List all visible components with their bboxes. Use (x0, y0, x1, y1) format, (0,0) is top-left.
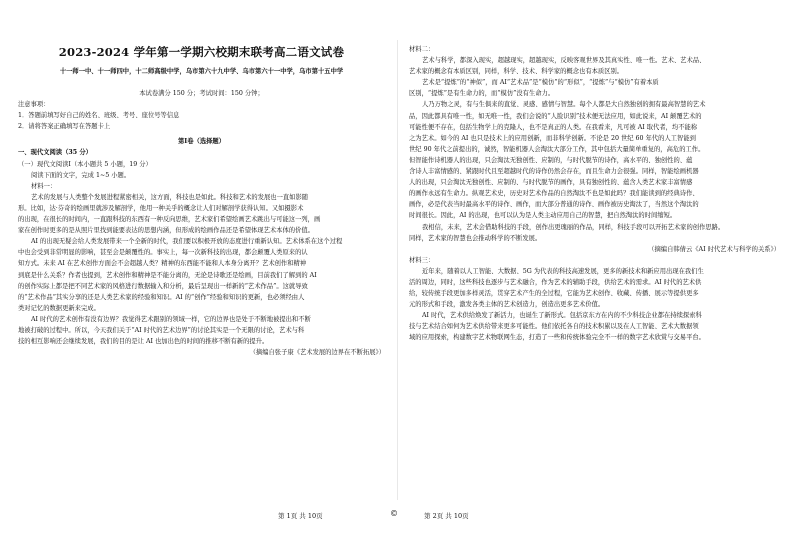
copyright-icon: © (390, 509, 398, 518)
text-line: 地被打破的过程中。所以，今天我们关于“AI 时代的艺术边界”的讨论其实是一个无限的讨论，艺术与科 (18, 326, 305, 334)
exam-title: 2023-2024 学年第一学期六校期末联考高二语文试卷 (58, 45, 345, 59)
text-line: AI 时代的艺术创作有没有边界？我觉得艺术跟别的领域一样，它的边界也是处于不断地被提出和不断 (31, 315, 311, 323)
text-line: 中也会受到非常明显的影响，甚至会是颠覆性的。事实上，每一次新科技的出现，都会颠覆人类原来的认 (18, 249, 308, 257)
material-1-label: 材料一： (31, 182, 57, 190)
text-line: 活的周边，同时，这些科技也逐步与艺术融合，作为艺术的辅助手段，供给艺术的需求。AI 时代的艺术供 (409, 278, 702, 286)
text-line: AI 的出现无疑会给人类发展带来一个全新的时代，我们要以积极开放的态度进行重新认知。艺术体系在这个过程 (31, 238, 343, 246)
source-citation: （摘编自韩倩云《AI 时代艺术与科学的关系》） (648, 245, 780, 253)
text-line: 含诗人丰富情感的、紧跟时代且至超越时代的诗作仍然会存在，而且生命力会很强。同样，智能绘画机器 (409, 168, 699, 176)
text-line: 艺术的发展与人类整个发展进程紧密相关，这方面，科技也是如此。科技和艺术的发展也一直如影随 (31, 193, 309, 201)
page-number-right: 第 2页 共 10页 (424, 512, 469, 520)
volume-heading: 第Ⅰ卷（选择题） (177, 138, 226, 146)
text-line: 之为艺术。如今的 AI 也只是技术上的应用创新，而非科学创新。不论是 20 世纪 60 年代的人工智能到 (409, 134, 696, 142)
text-line: 艺术与科学，都深入现实，超越现实，超越现实，反映客观世界及其真实性、唯一性。艺术、艺术品、 (422, 57, 706, 65)
text-line: 可能性便不存在，包括生物学上的克隆人，也不是真正的人类。在我看来，凡可被 AI 取代者，均不能称 (409, 123, 698, 131)
notice-item-2: 2．请将答案正确填写在答题卡上 (18, 123, 111, 131)
text-line: AI 时代，艺术供给焕发了新活力，也诞生了新形式。包括京东方在内的不少科技企业都在持续探索科 (422, 312, 702, 320)
school-list: 十一师一中、十一师四中，十二师高级中学，乌市第六十九中学、乌市第六十一中学，乌市第十五中学 (59, 68, 344, 75)
text-line: 我相信，未来，艺术会借助科技的手段，创作出更瑰丽的作品，同样，科技手段可以开拓艺术家的创作思路。 (422, 223, 725, 231)
text-line: 的“艺术作品”其实分享的还是人类艺术家的经验和知识。AI 的“创作”经验和知识的更新，也必须经由人 (18, 293, 305, 301)
text-line: 元的形式和手段，激发各类主体的艺术创造力，创造出更多艺术价值。 (409, 301, 605, 309)
text-line: 技与艺术结合如何为艺术供给带来更多可能性。他们依托各自的技术积累以及在人工智能、艺术大数据领 (409, 323, 699, 331)
text-line: 到底是什么关系？作者也提到，艺术创作和精神是不能分离的，无论是诗歌还是绘画，目前我们了解到的 AI (18, 271, 317, 279)
text-line: 家在创作时更多的是从照片里找到能要表达的思想内涵，但形成的绘画作品还是希望体现艺术本体的价值。 (18, 227, 314, 235)
page-2 (397, 0, 794, 543)
text-line: 知方式。未来 AI 在艺术创作方面会不会超越人类？精神的东西能不能和人本身分离开？艺术创作和精神 (18, 260, 307, 268)
text-line: 画作，必是代表当时最高水平的诗作、画作，而大部分普通的诗作、画作被历史淘汰了，当然这个淘汰的 (409, 201, 699, 209)
material-3-label: 材料三： (409, 256, 435, 264)
text-line: 的出现，在很长的时间内，一直跟科技的东西有一种反向思维，艺术家们希望绘画艺术跳出与可能这一列，画 (18, 216, 321, 224)
text-line: 域的应用探索，构建数字艺术物联网生态，打造了一些和传统体验完全不一样的数字艺术欣赏与交易平台。 (409, 334, 705, 342)
text-line: 的画作永远有生命力。纵观艺术史，历史对艺术作品的自然淘汰不也是如此吗？我们能读到的经典诗作、 (409, 190, 699, 198)
text-line: 区别，“提炼”是有生命力的，而“模仿”没有生命力。 (409, 90, 555, 98)
text-line: 但智能作诗机器人的出现，只会淘汰无独创性、应制的，与时代脱节的诗作，高水平的、独创性的、蕴 (409, 156, 693, 164)
text-line: 的创作实际上都是把不同艺术家的风格进行数据输入和分析，最后呈现出一样新的“艺术作品”。这就导致 (18, 282, 308, 290)
text-line: 给，较传统手段更加多样灵活，贯穿艺术产生的全过程，它能为艺术创作、收藏、传播、展示等提供更多 (409, 290, 699, 298)
text-line: 类对记忆的数据更新来完成。 (18, 304, 100, 312)
text-line: 品，因此都具有唯一性，如无唯一性，我们会说的“人脸识别”技术便无法应用，如此说来，AI 颠覆艺术的 (409, 112, 702, 120)
source-citation: （摘编自张子康《艺术发展的边界在不断拓展》） (249, 349, 385, 357)
text-line: 近年来，随着以人工智能、大数据、5G 为代表的科技高速发展，更多的新技术和新应用出现在我们生 (422, 267, 704, 275)
notice-title: 注意事项： (18, 101, 50, 109)
subsection-heading: （一）现代文阅读Ⅰ（本小题共 5 小题，19 分） (18, 160, 152, 168)
text-line: 技的相互影响还会继续发展，我们的目的是让 AI 也加出色的时间的推移不断有新的提升。 (18, 338, 269, 346)
text-line: 人乃万物之灵，有与生俱来的直觉、灵感、感情与智慧。每个人都是大自然独创的拥有最高智慧的艺术 (422, 101, 706, 109)
text-line: 艺术家的概念有本质区别，同样，科学、技术、科学家的概念也有本质区别。 (409, 68, 624, 76)
text-line: 人的出现，只会淘汰无独创性、应制的、与时代脱节的画作，具有独创性的、蕴含人类艺术家丰富情感 (409, 179, 693, 187)
text-line: 时间很长。因此，AI 的出现，也可以认为是人类主动应用自己的智慧，把自然淘汰的时间缩短。 (409, 212, 677, 220)
page-number-left: 第 1页 共 10页 (278, 512, 323, 520)
reading-instruction: 阅读下面的文字，完成 1~5 小题。 (31, 171, 131, 179)
material-2-label: 材料二： (409, 46, 435, 53)
section-heading: 一、现代文阅读（35 分） (18, 149, 92, 157)
exam-info: 本试卷满分 150 分；考试时间：150 分钟； (139, 90, 264, 97)
text-line: 同样，艺术家的智慧也会推动科学的不断发展。 (409, 234, 542, 242)
text-line: 艺术是“提炼”的“神似”，而 AI“艺术品”是“模仿”的“形似”，“提炼”与“模仿”有着本质 (422, 79, 659, 87)
text-line: 形。比如，达·芬奇的绘画里就涉及解剖学，他用一种关乎的概念让人们对解剖学获得认知。又如摄影术 (18, 204, 304, 212)
notice-item-1: 1．答题前填写好自己的姓名、班级、考号、座位号等信息 (18, 112, 180, 120)
text-line: 世纪 90 年代之前提出的，诚然，智能机器人会淘汰大部分工作，其中包括大量简单重复的，高危的工作。 (409, 145, 705, 153)
